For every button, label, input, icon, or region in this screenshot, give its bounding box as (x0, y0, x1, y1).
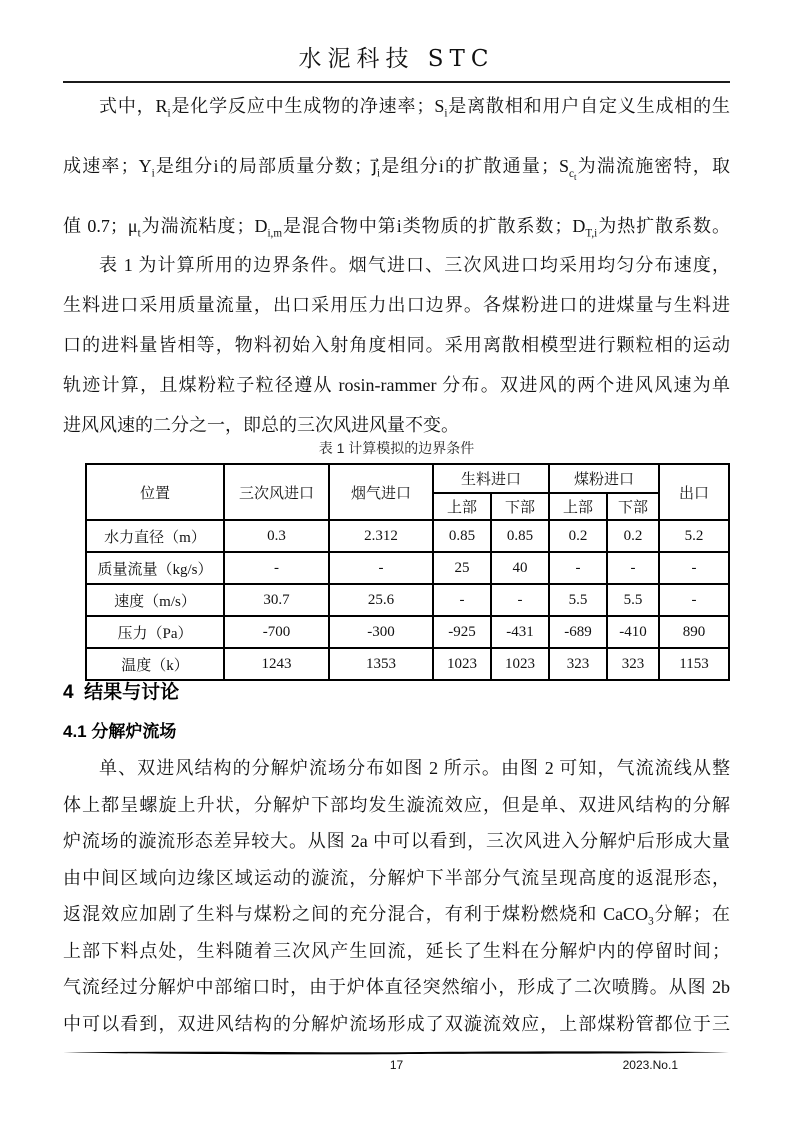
subsection-heading-flowfield: 4.1 分解炉流场 (63, 722, 177, 741)
table-cell: 25.6 (329, 584, 433, 616)
table-header-cell: 三次风进口 (224, 464, 329, 520)
table-cell: 323 (549, 648, 607, 680)
table-cell: - (659, 552, 729, 584)
table-cell: - (549, 552, 607, 584)
table-cell: -700 (224, 616, 329, 648)
table-cell: 0.85 (491, 520, 549, 552)
table-cell: - (491, 584, 549, 616)
paragraph-flowfield-discussion (63, 750, 730, 1042)
table-cell: 1023 (433, 648, 491, 680)
paragraph-line: 上部下料点处，生料随着三次风产生回流，延长了生料在分解炉内的停留时间； (63, 940, 730, 961)
table-cell: - (329, 552, 433, 584)
paragraph-line: 式中，$R_i$是化学反应中生成物的净速率；$S_i$是离散相和用户自定义生成相的生 (99, 96, 730, 120)
table-row-label: 压力（Pa） (86, 616, 224, 648)
paragraph-line: 气流经过分解炉中部缩口时，由于炉体直径突然缩小，形成了二次喷腾。从图 2b (63, 977, 730, 997)
table-row (86, 648, 729, 680)
table-cell: 1243 (224, 648, 329, 680)
paragraph-line: 值 0.7；$\mu_t$为湍流粘度；$D_{i,m}$是混合物中第i类物质的扩散系数；$D_{T,i}$为热扩散系数。 (63, 216, 731, 240)
table-cell: 0.2 (607, 520, 659, 552)
paragraph-line: 表 1 为计算所用的边界条件。烟气进口、三次风进口均采用均匀分布速度， (99, 255, 730, 275)
table-header-cell: 下部 (491, 493, 549, 520)
paragraph-line: 进风风速的二分之一，即总的三次风进风量不变。 (63, 415, 459, 435)
table-cell: 5.5 (607, 584, 659, 616)
table-row (86, 584, 729, 616)
table-cell: -689 (549, 616, 607, 648)
table-cell: 1023 (491, 648, 549, 680)
paragraph-line: 口的进料量皆相等，物料初始入射角度相同。采用离散相模型进行颗粒相的运动 (63, 335, 730, 355)
table-cell: -925 (433, 616, 491, 648)
paragraph-line: 体上都呈螺旋上升状，分解炉下部均发生漩流效应，但是单、双进风结构的分解 (63, 794, 730, 815)
table-row-label: 水力直径（m） (86, 520, 224, 552)
paragraph-line: 由中间区域向边缘区域运动的漩流，分解炉下半部分气流呈现高度的返混形态， (63, 867, 730, 888)
journal-title: 水泥科技 STC (298, 46, 495, 72)
table-cell: 5.2 (659, 520, 729, 552)
table-cell: 0.85 (433, 520, 491, 552)
paragraph-line: 轨迹计算，且煤粉粒子粒径遵从 rosin-rammer 分布。双进风的两个进风风速为单 (63, 375, 730, 395)
table-cell: 2.312 (329, 520, 433, 552)
table-cell: 30.7 (224, 584, 329, 616)
footer-rule (63, 1050, 729, 1055)
paragraph-line: 成速率；$Y_i$是组分i的局部质量分数；$j⃗_i$是组分i的扩散通量；$S_{c_t}$为湍流施密特，取 (63, 156, 730, 182)
table-caption: 表 1 计算模拟的边界条件 (318, 440, 475, 456)
paragraph-line: 炉流场的漩流形态差异较大。从图 2a 中可以看到，三次风进入分解炉后形成大量 (63, 831, 730, 851)
table-header-cell: 下部 (607, 493, 659, 520)
table-cell: -431 (491, 616, 549, 648)
paragraph-line: 单、双进风结构的分解炉流场分布如图 2 所示。由图 2 可知，气流流线从整 (99, 758, 730, 778)
table-header-cell: 生料进口 (433, 464, 549, 493)
table-cell: 323 (607, 648, 659, 680)
section-heading-results: 4 结果与讨论 (63, 682, 180, 703)
table-cell: 1353 (329, 648, 433, 680)
table-cell: -410 (607, 616, 659, 648)
table-cell: - (659, 584, 729, 616)
table-header-cell: 烟气进口 (329, 464, 433, 520)
table-header-cell: 位置 (86, 464, 224, 520)
paragraph-line: 返混效应加剧了生料与煤粉之间的充分混合，有利于煤粉燃烧和 CaCO$_3$分解；在 (63, 904, 731, 928)
table-header-cell: 煤粉进口 (549, 464, 659, 493)
table-header-cell: 上部 (549, 493, 607, 520)
paragraph-formula-terms (63, 76, 730, 256)
table-row-label: 温度（k） (86, 648, 224, 680)
table-row-label: 质量流量（kg/s） (86, 552, 224, 584)
table-row (86, 616, 729, 648)
paragraph-line: 中可以看到，双进风结构的分解炉流场形成了双漩流效应，上部煤粉管都位于三 (63, 1013, 730, 1034)
table-header-cell: 上部 (433, 493, 491, 520)
table-cell: -300 (329, 616, 433, 648)
boundary-conditions-table (85, 463, 730, 681)
table-cell: 0.2 (549, 520, 607, 552)
table-cell: 5.5 (549, 584, 607, 616)
table-row (86, 520, 729, 552)
table-row (86, 552, 729, 584)
table-row-label: 速度（m/s） (86, 584, 224, 616)
table-cell: 25 (433, 552, 491, 584)
table-header-cell: 出口 (659, 464, 729, 520)
table-cell: 1153 (659, 648, 729, 680)
table-cell: 890 (659, 616, 729, 648)
issue-number: 2023.No.1 (622, 1058, 678, 1072)
page-number: 17 (389, 1058, 404, 1072)
table-cell: - (224, 552, 329, 584)
table-cell: 40 (491, 552, 549, 584)
paragraph-line: 生料进口采用质量流量，出口采用压力出口边界。各煤粉进口的进煤量与生料进 (63, 295, 730, 315)
table-cell: - (607, 552, 659, 584)
table-cell: - (433, 584, 491, 616)
table-cell: 0.3 (224, 520, 329, 552)
paragraph-boundary-conditions (63, 245, 730, 445)
